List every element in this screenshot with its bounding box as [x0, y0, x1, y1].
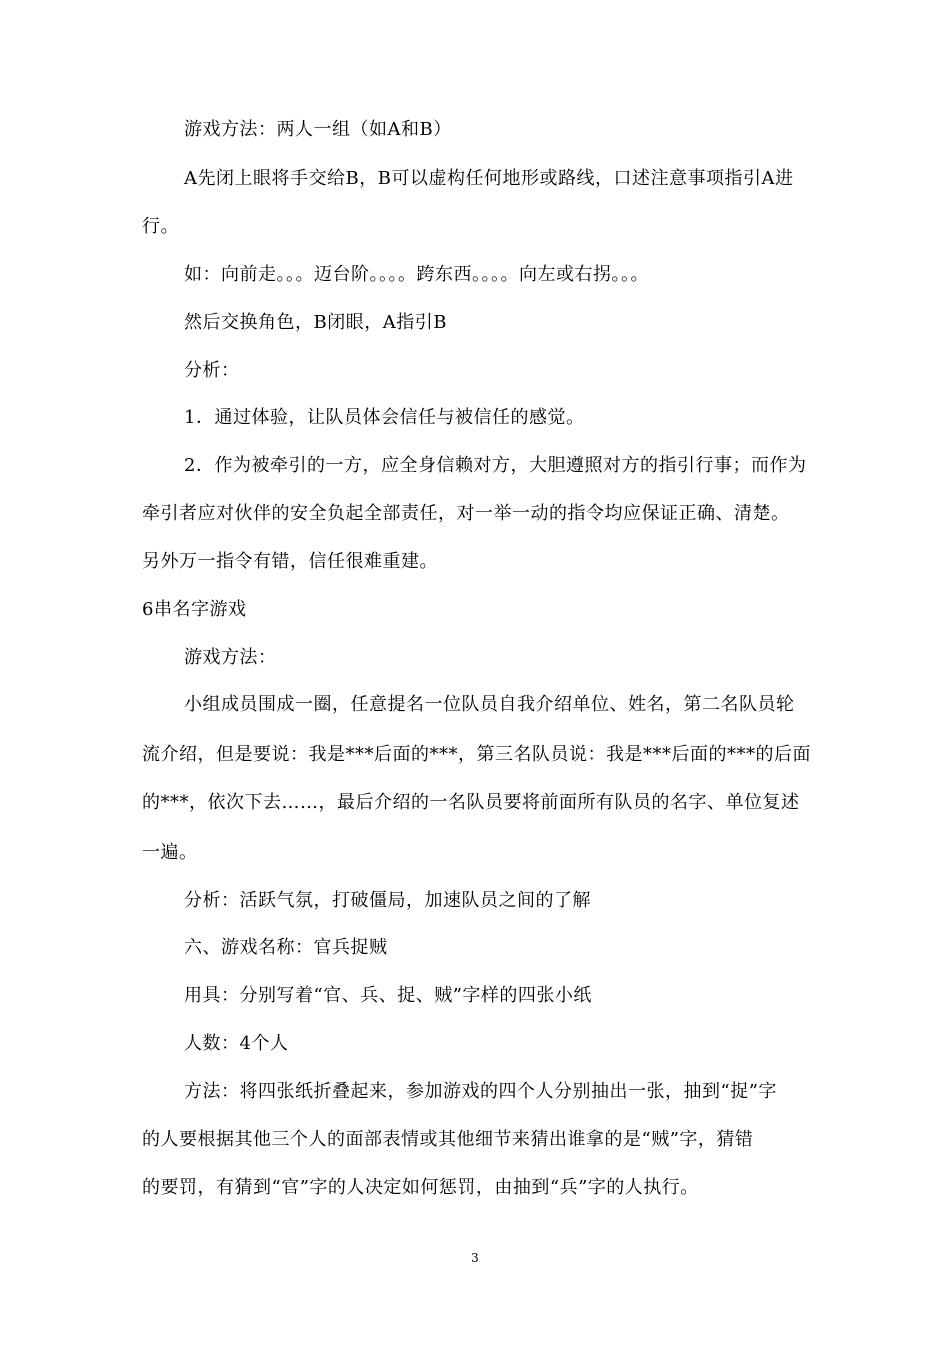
paragraph-line: 如：向前走。。。迈台阶。。。。跨东西。。。。向左或右拐。。。 [184, 264, 649, 285]
paragraph-line: 的要罚，有猜到“官”字的人决定如何惩罚，由抽到“兵”字的人执行。 [142, 1177, 699, 1198]
paragraph-line: 流介绍，但是要说：我是***后面的***，第三名队员说：我是***后面的***的后面 [142, 744, 811, 765]
paragraph-line: 一遍。 [142, 842, 198, 863]
paragraph-line: 分析：活跃气氛，打破僵局，加速队员之间的了解 [184, 890, 591, 911]
paragraph-line: 然后交换角色，B闭眼，A指引B [184, 312, 447, 333]
paragraph-line: 牵引者应对伙伴的安全负起全部责任，对一举一动的指令均应保证正确、清楚。 [142, 503, 790, 524]
paragraph-line: 的***，依次下去……，最后介绍的一名队员要将前面所有队员的名字、单位复述 [142, 792, 800, 813]
page-number: 3 [471, 1251, 479, 1265]
section-heading: 六、游戏名称：官兵捉贼 [184, 937, 388, 958]
paragraph-line: 用具：分别写着“官、兵、捉、贼”字样的四张小纸 [184, 985, 592, 1006]
paragraph-line: 方法：将四张纸折叠起来，参加游戏的四个人分别抽出一张，抽到“捉”字 [184, 1081, 777, 1102]
paragraph-line: 游戏方法： [184, 647, 277, 668]
paragraph-line: 另外万一指令有错，信任很难重建。 [142, 551, 438, 572]
paragraph-line: 的人要根据其他三个人的面部表情或其他细节来猜出谁拿的是“贼”字，猜错 [142, 1129, 754, 1150]
section-heading: 6串名字游戏 [142, 599, 247, 620]
paragraph-line: 游戏方法：两人一组（如A和B） [184, 119, 452, 140]
paragraph-line: 分析： [184, 360, 240, 381]
paragraph-line: 2．作为被牵引的一方，应全身信赖对方，大胆遵照对方的指引行事；而作为 [184, 455, 807, 476]
paragraph-line: 人数：4个人 [184, 1033, 289, 1054]
paragraph-line: 1．通过体验，让队员体会信任与被信任的感觉。 [184, 407, 585, 428]
paragraph-line: A先闭上眼将手交给B，B可以虚构任何地形或路线，口述注意事项指引A进 [184, 168, 794, 189]
paragraph-line: 小组成员围成一圈，任意提名一位队员自我介绍单位、姓名，第二名队员轮 [184, 694, 795, 715]
paragraph-line: 行。 [142, 216, 179, 237]
